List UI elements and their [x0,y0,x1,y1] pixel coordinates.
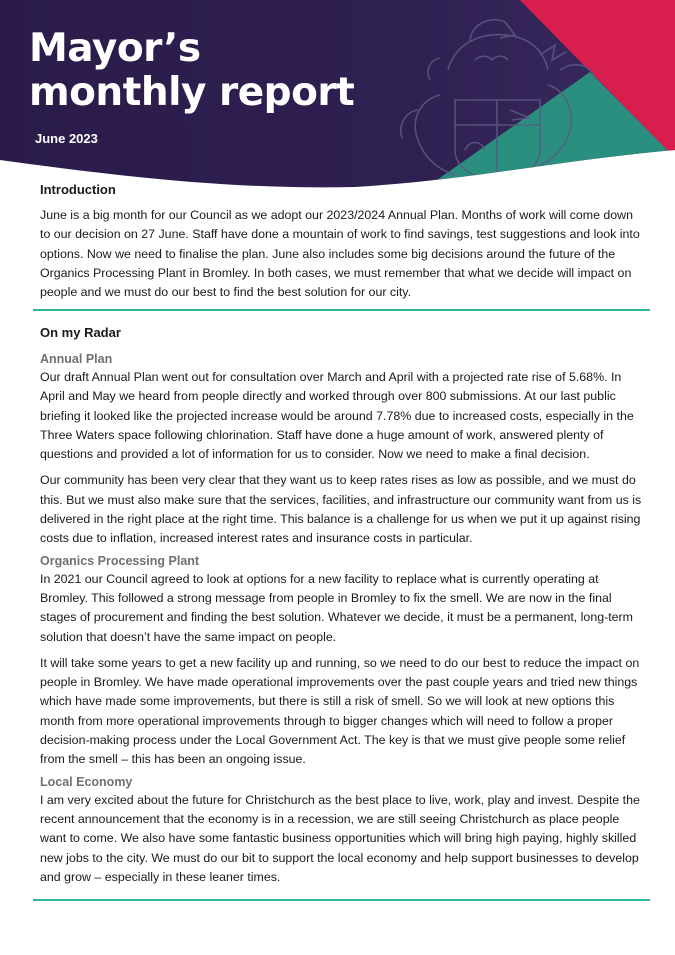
organics-paragraph: It will take some years to get a new facility up and running, so we need to do our best to reduce the impact on people in Bromley. We have made operational improvements over the past couple years and tried new things which have made some improvements, but there is still a risk of smell. So we will look at new options this month from more operational improvements through to bigger changes which will need to follow a proper decision-making process under the Local Government Act. The key is that we must give people some relief from the smell – this has been an ongoing issue. [40,655,640,767]
annual-plan-paragraph: Our draft Annual Plan went out for consultation over March and April with a projected rate rise of 5.68%. In April and May we heard from people directly and worked through over 800 submissions. At our last public briefing it looked like the projected increase would be around 7.78% due to increased costs, especially in the Three Waters space following chlorination. Staff have done a huge amount of work, answered plenty of questions and provided a lot of information for us to consider. Now we need to make a final decision. [40,370,634,462]
report-header [0,0,675,192]
introduction-section [40,181,645,302]
economy-paragraph: I am very excited about the future for Christchurch as the best place to live, work, play and invest. Despite the recent announcement that the economy is in a recession, we are still seeing Christchurch as place people want to come. We also have some fantastic business opportunities which will bring high paying, highly skilled new jobs to the city. We must do our bit to support the local economy and help support businesses to develop and grow – especially in these leaner times. [40,792,640,884]
annual-plan-paragraph: Our community has been very clear that they want us to keep rates rises as low as possible, and we must do this. But we must also make sure that the services, facilities, and infrastructure our community want from us is delivered in the right place at the right time. This balance is a challenge for us when we put it up against rising costs due to inflation, increased interest rates and insurance costs in particular. [40,473,642,546]
radar-heading: On my Radar [40,325,121,340]
organics-heading: Organics Processing Plant [40,553,200,568]
radar-section [40,324,645,887]
introduction-body: June is a big month for our Council as we adopt our 2023/2024 Annual Plan. Months of work will come down to our decision on 27 June. Staff have done a mountain of work to find savings, test suggestions and look into options. Now we need to finalise the plan. June also includes some big decisions around the future of the Organics Processing Plant in Bromley. In both cases, we must remember that what we decide will impact on people and we must do our best to find the best solution for our city. [40,208,640,300]
section-divider [33,899,650,901]
economy-heading: Local Economy [40,774,133,789]
report-date: June 2023 [35,131,98,146]
introduction-heading: Introduction [40,182,116,197]
report-title-line1: Mayor’s [29,26,201,71]
annual-plan-heading: Annual Plan [40,352,113,366]
section-divider [33,309,650,311]
report-title-line2: monthly report [29,70,355,115]
organics-paragraph: In 2021 our Council agreed to look at options for a new facility to replace what is currently operating at Bromley. This followed a strong message from people in Bromley to fix the smell. We are now in the final stages of procurement and finding the best solution. Whatever we decide, it must be a permanent, long-term solution that doesn’t have the same impact on people. [40,571,634,644]
